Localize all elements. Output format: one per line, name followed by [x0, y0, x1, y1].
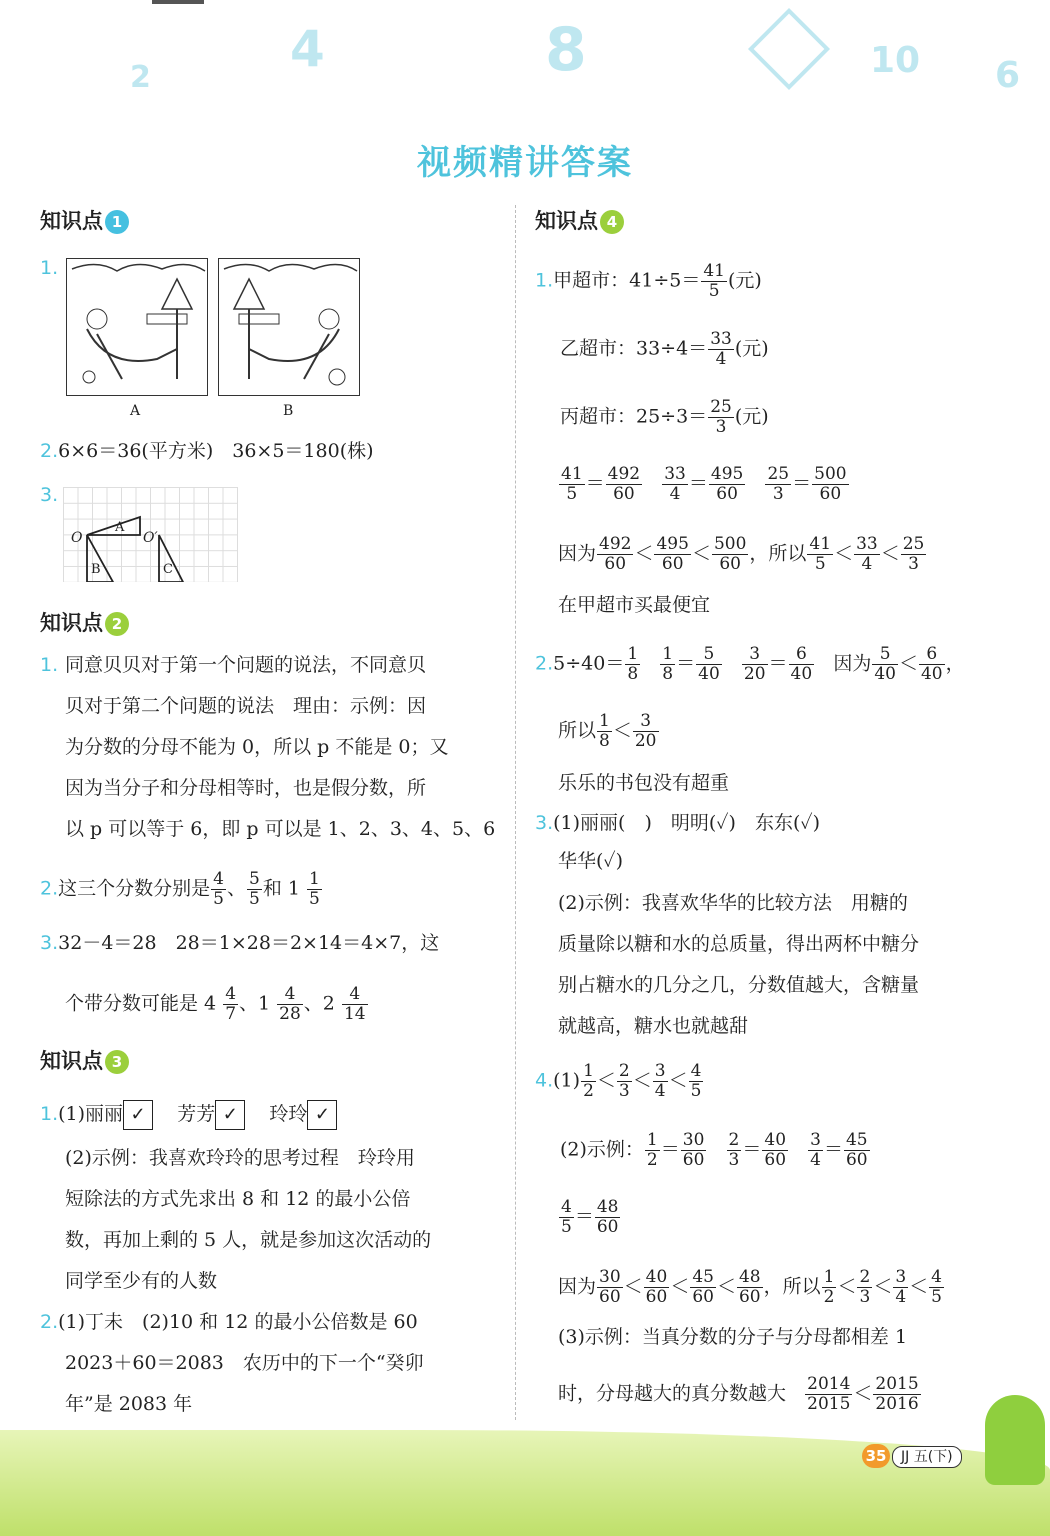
section-heading-3: 知识点 3 [40, 1045, 129, 1075]
text-line: (2)示例：我喜欢华华的比较方法 用糖的 [558, 892, 908, 914]
text-line: 在甲超市买最便宜 [558, 594, 711, 616]
section-badge: 4 [600, 210, 624, 234]
answer-k4-q3: 3.(1)丽丽( ) 明明(✓) 东东(✓) [535, 812, 821, 834]
text-line: 同学至少有的人数 [65, 1270, 218, 1292]
fraction: $\frac{1}{5}$ [309, 869, 320, 909]
decor-digit: 8 [545, 15, 587, 85]
text-line: 华华(✓) [558, 850, 624, 872]
decor-digit: 10 [870, 40, 921, 81]
answer-k1-q2: 2.6×6＝36(平方米) 36×5＝180(株) [40, 440, 374, 462]
fraction: $\frac{4}{7}$ [225, 984, 237, 1024]
section-heading-1: 知识点 1 [40, 205, 129, 235]
checkbox-checked: ✓ [215, 1100, 245, 1130]
fraction: $\frac{41}{5}$ [703, 261, 725, 301]
answer-k4-q2-so: 所以 $\frac{1}{8}$ ＜ $\frac{3}{20}$ [558, 711, 657, 751]
checkbox-checked: ✓ [123, 1100, 153, 1130]
section-heading-4: 知识点 4 [535, 205, 624, 235]
text-line: 同意贝贝对于第一个问题的说法，不同意贝 [65, 654, 427, 676]
fraction: $\frac{33}{4}$ [710, 329, 732, 369]
answer-k4-q4-1: 4.(1) $\frac{1}{2}$ ＜ $\frac{2}{3}$ ＜ $\frac{3}{4}$ ＜ $\frac{4}{5}$ [535, 1061, 702, 1101]
text-line: 数，再加上剩的 5 人，就是参加这次活动的 [65, 1229, 432, 1251]
question-number: 3. [40, 484, 59, 506]
bush-decoration [985, 1395, 1045, 1485]
image-label-b: B [283, 403, 294, 419]
answer-k4-q2: 2.5÷40＝ $\frac{1}{8}$ $\frac{1}{8}$ ＝ $\frac{5}{40}$ $\frac{3}{20}$ ＝ $\frac{6}{40}$ 因为 $\frac{5}{40}$ ＜ $\frac{6}{40}$ ， [535, 644, 965, 684]
top-bar [152, 0, 204, 4]
answer-k4-bing: 丙超市：25÷3＝ $\frac{25}{3}$ (元) [560, 397, 769, 437]
text-line: 以 p 可以等于 6，即 p 可以是 1、2、3、4、5、6 [65, 818, 496, 840]
answer-k4-q4-2: (2)示例： $\frac{1}{2}$ ＝ $\frac{30}{60}$ $\frac{2}{3}$ ＝ $\frac{40}{60}$ $\frac{3}{4}$ ＝ $\frac{45}{60}$ [560, 1130, 868, 1170]
section-badge: 3 [105, 1050, 129, 1074]
answer-k2-q2: 2.这三个分数分别是 $\frac{4}{5}$ 、 $\frac{5}{5}$ 和 1 $\frac{1}{5}$ [40, 869, 320, 909]
text-line: 别占糖水的几分之几，分数值越大，含糖量 [558, 974, 920, 996]
decor-digit: 4 [290, 20, 325, 78]
column-divider [515, 205, 516, 1420]
text-line: 质量除以糖和水的总质量，得出两杯中糖分 [558, 933, 920, 955]
answer-k3-q1: 1.(1)丽丽 ✓ 芳芳 ✓ 玲玲 ✓ [40, 1100, 337, 1130]
decor-digit: 6 [995, 55, 1021, 96]
text-line: 乐乐的书包没有超重 [558, 772, 730, 794]
fraction: $\frac{4}{28}$ [279, 984, 301, 1024]
text-line: (3)示例：当真分数的分子与分母都相差 1 [558, 1326, 908, 1348]
question-number: 1. [40, 654, 59, 676]
answer-k2-q3: 3.32－4＝28 28＝1×28＝2×14＝4×7，这 [40, 932, 440, 954]
image-label-a: A [130, 403, 141, 419]
section-heading-2: 知识点 2 [40, 607, 129, 637]
decor-diamond-icon [748, 8, 830, 90]
cartoon-image-a [66, 258, 208, 396]
answer-k4-yi: 乙超市：33÷4＝ $\frac{33}{4}$ (元) [560, 329, 769, 369]
text-line: 短除法的方式先求出 8 和 12 的最小公倍 [65, 1188, 411, 1210]
section-badge: 1 [105, 210, 129, 234]
footer-ground [0, 1430, 1050, 1536]
page-number: 35 [862, 1444, 890, 1468]
grid-figure: O O′ A B C [63, 487, 238, 582]
fraction: $\frac{5}{5}$ [249, 869, 260, 909]
answer-k2-q3-line2: 个带分数可能是 4 $\frac{4}{7}$ 、1 $\frac{4}{28}$ 、2 $\frac{4}{14}$ [65, 984, 366, 1024]
fraction: $\frac{4}{5}$ [213, 869, 224, 909]
fraction-conversion: $\frac{4}{5}$ ＝ $\frac{48}{60}$ [561, 1197, 619, 1237]
question-number: 1. [40, 257, 59, 279]
text-line: 为分数的分母不能为 0，所以 p 不能是 0；又 [65, 736, 449, 758]
grade-tag: JJ 五(下) [892, 1446, 962, 1468]
text-line: 年”是 2083 年 [65, 1393, 193, 1415]
section-badge: 2 [105, 612, 129, 636]
fraction-conversion: $\frac{41}{5}$ ＝ $\frac{492}{60}$ $\frac{33}{4}$ ＝ $\frac{495}{60}$ $\frac{25}{3}$ ＝ $\frac{500}{60}$ [561, 464, 847, 504]
answer-k4-jia: 1.甲超市：41÷5＝ $\frac{41}{5}$ (元) [535, 261, 762, 301]
comparison-line: 因为 $\frac{30}{60}$ ＜ $\frac{40}{60}$ ＜ $\frac{45}{60}$ ＜ $\frac{48}{60}$ ，所以 $\frac{1}{2}$ ＜ $\frac{2}{3}$ ＜ $\frac{3}{4}$ ＜ $\frac{4}{5}$ [558, 1267, 942, 1307]
cartoon-image-b [218, 258, 360, 396]
text-line: 因为当分子和分母相等时，也是假分数，所 [65, 777, 427, 799]
answer-k4-q4-3b: 时，分母越大的真分数越大 $\frac{2014}{2015}$ ＜ $\frac{2015}{2016}$ [558, 1374, 919, 1414]
text-line: 2023＋60＝2083 农历中的下一个“癸卯 [65, 1352, 424, 1374]
text-line: 贝对于第二个问题的说法 理由：示例：因 [65, 695, 427, 717]
checkbox-checked: ✓ [307, 1100, 337, 1130]
fraction: $\frac{4}{14}$ [343, 984, 366, 1024]
decor-digit: 2 [130, 60, 151, 95]
page-title: 视频精讲答案 [417, 143, 633, 183]
text-line: 就越高，糖水也就越甜 [558, 1015, 749, 1037]
fraction: $\frac{25}{3}$ [710, 397, 732, 437]
answer-k3-q2: 2.(1)丁未 (2)10 和 12 的最小公倍数是 60 [40, 1311, 418, 1333]
text-line: (2)示例：我喜欢玲玲的思考过程 玲玲用 [65, 1147, 415, 1169]
comparison-line: 因为 $\frac{492}{60}$ ＜ $\frac{495}{60}$ ＜ $\frac{500}{60}$ ，所以 $\frac{41}{5}$ ＜ $\frac{33}{4}$ ＜ $\frac{25}{3}$ [558, 534, 925, 574]
